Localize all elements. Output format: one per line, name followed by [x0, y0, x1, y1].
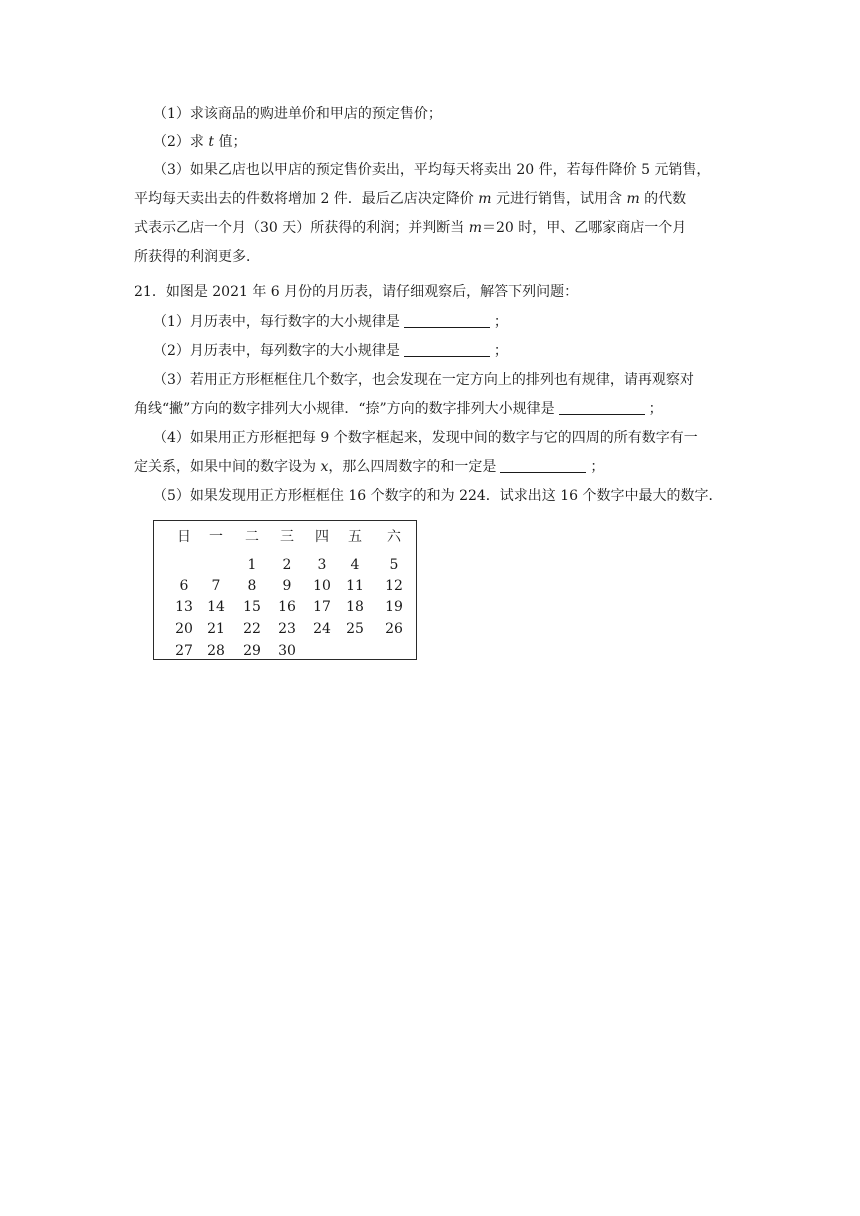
- q21-part1-end: ；: [493, 314, 508, 330]
- calendar-day-22: 22: [243, 621, 261, 637]
- calendar-day-20: 20: [175, 621, 193, 637]
- q21-part3-line2: [134, 399, 663, 419]
- calendar-day-23: 23: [278, 621, 296, 637]
- calendar-day-16: 16: [278, 599, 296, 615]
- answer-blank-2[interactable]: [404, 342, 490, 357]
- calendar-day-19: 19: [385, 599, 403, 615]
- calendar-day-17: 17: [313, 599, 331, 615]
- weekday-mon: 一: [209, 529, 223, 545]
- q20-part2-end: 值；: [218, 134, 247, 150]
- q21-part3-end: ；: [648, 401, 663, 417]
- q20-part3-line3-a: 式表示乙店一个月（30 天）所获得的利润；并判断当: [134, 220, 469, 236]
- q20-part2-var: t: [208, 134, 215, 150]
- weekday-wed: 三: [280, 529, 294, 545]
- calendar-day-3: 3: [317, 557, 327, 573]
- calendar-day-15: 15: [243, 599, 261, 615]
- calendar-days-grid: [154, 556, 416, 659]
- calendar-day-14: 14: [207, 599, 225, 615]
- q20-part3-line4: [134, 247, 260, 267]
- calendar-day-26: 26: [385, 621, 403, 637]
- calendar-day-30: 30: [278, 643, 296, 659]
- q20-part3-line2-b: 元进行销售，试用含: [491, 191, 627, 207]
- calendar-day-10: 10: [313, 578, 331, 594]
- q21-part4-line2-a: 定关系，如果中间的数字设为: [134, 459, 321, 475]
- q21-part5-text: （5）如果发现用正方形框框住 16 个数字的和为 224．试求出这 16 个数字中最大的数字．: [153, 488, 723, 504]
- calendar-day-1: 1: [247, 557, 257, 573]
- q21-part3-line1: [153, 370, 694, 390]
- calendar-day-2: 2: [282, 557, 292, 573]
- q21-part4-end: ；: [590, 459, 605, 475]
- q20-part3-line3: [134, 218, 686, 238]
- calendar-day-12: 12: [385, 578, 403, 594]
- weekday-tue: 二: [245, 529, 259, 545]
- calendar-day-8: 8: [247, 578, 257, 594]
- calendar-day-21: 21: [207, 621, 225, 637]
- q20-part3-line1: [153, 160, 710, 180]
- calendar-weekday-header: [154, 528, 416, 548]
- calendar-day-24: 24: [313, 621, 331, 637]
- calendar-day-7: 7: [211, 578, 221, 594]
- q21-part3-line2-text: 角线“撇”方向的数字排列大小规律．“捺”方向的数字排列大小规律是: [134, 401, 555, 417]
- q20-part2: [153, 132, 246, 152]
- answer-blank-1[interactable]: [404, 313, 490, 328]
- calendar-day-6: 6: [179, 578, 189, 594]
- q20-part3-line2-var: m: [478, 191, 492, 207]
- q21-stem: [134, 282, 578, 302]
- answer-blank-4[interactable]: [500, 458, 586, 473]
- calendar-day-4: 4: [350, 557, 360, 573]
- calendar-day-27: 27: [175, 643, 193, 659]
- q21-part4-line2: [134, 457, 604, 477]
- q21-part1-text: （1）月历表中，每行数字的大小规律是: [153, 314, 400, 330]
- weekday-sun: 日: [177, 529, 191, 545]
- q20-part3-line1-text: （3）如果乙店也以甲店的预定售价卖出，平均每天将卖出 20 件，若每件降价 5 元销售，: [153, 162, 711, 178]
- q21-part4-line1: [153, 428, 698, 448]
- calendar-day-5: 5: [389, 557, 399, 573]
- q21-part4-line1-text: （4）如果用正方形框把每 9 个数字框起来，发现中间的数字与它的四周的所有数字有一: [153, 430, 698, 446]
- q21-part2: [153, 341, 508, 361]
- weekday-fri: 五: [348, 529, 362, 545]
- q21-part2-text: （2）月历表中，每列数字的大小规律是: [153, 343, 400, 359]
- q20-part3-line3-b: ＝20 时，甲、乙哪家商店一个月: [482, 220, 687, 236]
- calendar-day-29: 29: [243, 643, 261, 659]
- q20-part3-line2-var2: m: [626, 191, 640, 207]
- q21-part5: [153, 486, 723, 506]
- q20-part3-line2: [134, 189, 686, 209]
- q20-part3-line4-text: 所获得的利润更多．: [134, 249, 260, 265]
- q21-number: 21．: [134, 284, 166, 300]
- weekday-thu: 四: [315, 529, 329, 545]
- q21-stem-text: 如图是 2021 年 6 月份的月历表，请仔细观察后，解答下列问题：: [165, 284, 579, 300]
- calendar-day-11: 11: [346, 578, 364, 594]
- calendar-day-18: 18: [346, 599, 364, 615]
- q20-part3-line3-var: m: [468, 220, 482, 236]
- q20-part1: [153, 104, 442, 124]
- answer-blank-3[interactable]: [559, 400, 645, 415]
- q20-part1-text: （1）求该商品的购进单价和甲店的预定售价；: [153, 106, 442, 122]
- calendar-day-13: 13: [175, 599, 193, 615]
- q20-part3-line2-c: 的代数: [639, 191, 687, 207]
- q20-part3-line2-a: 平均每天卖出去的件数将增加 2 件．最后乙店决定降价: [134, 191, 479, 207]
- calendar-day-25: 25: [346, 621, 364, 637]
- weekday-sat: 六: [387, 529, 401, 545]
- calendar-day-9: 9: [282, 578, 292, 594]
- june-calendar: [153, 520, 417, 660]
- q21-part2-end: ；: [493, 343, 508, 359]
- q21-part4-line2-b: ，那么四周数字的和一定是: [328, 459, 497, 475]
- calendar-day-28: 28: [207, 643, 225, 659]
- q21-part4-var: x: [320, 459, 329, 475]
- q21-part3-line1-text: （3）若用正方形框框住几个数字，也会发现在一定方向上的排列也有规律，请再观察对: [153, 372, 694, 388]
- q20-part2-text: （2）求: [153, 134, 204, 150]
- q21-part1: [153, 312, 508, 332]
